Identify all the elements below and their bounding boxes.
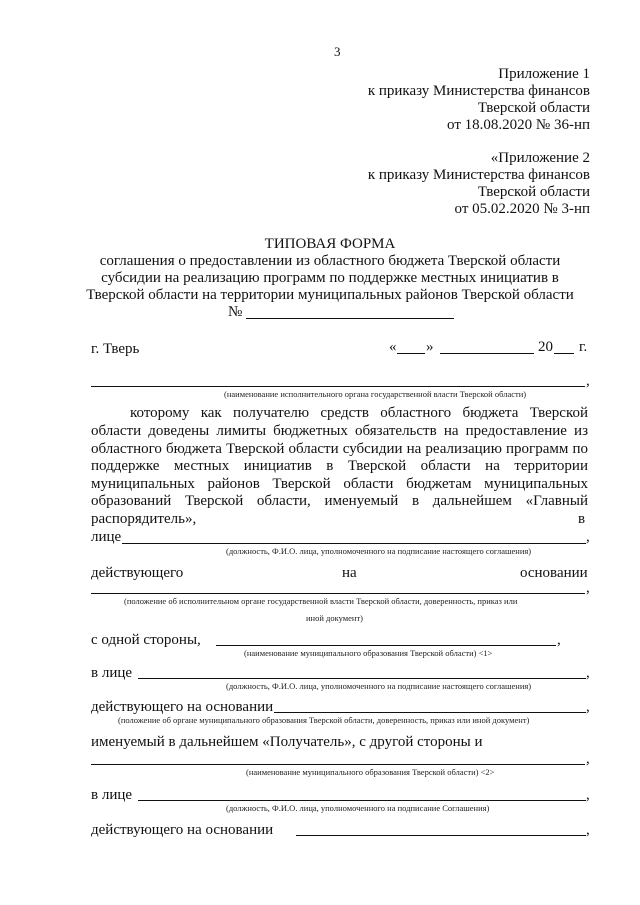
appendix2-line1: «Приложение 2 [490, 150, 590, 166]
para-line-7a: распорядитель», [91, 511, 197, 527]
year-suffix: г. [579, 339, 588, 355]
para-line-1: которому как получателю средств областного бюджета Тверской [130, 405, 588, 421]
form-title [60, 236, 600, 304]
comma: , [586, 529, 590, 545]
agreement-number-field[interactable] [246, 318, 454, 319]
caption-official-3: (должность, Ф.И.О. лица, уполномоченного на подписание Соглашения) [226, 803, 490, 813]
date-close-quote: » [426, 339, 434, 355]
named-recipient-label: именуемый в дальнейшем «Получатель», с другой стороны и [91, 734, 483, 750]
page-number: 3 [334, 44, 341, 59]
caption-official-1: (должность, Ф.И.О. лица, уполномоченного на подписание настоящего соглашения) [226, 546, 532, 556]
para-line-3: областного бюджета Тверской области субсидии на реализацию программ по [91, 441, 588, 457]
caption-basis-1-line1: (положение об исполнительном органе государственной власти Тверской области, доверенность, приказ или [124, 596, 518, 606]
number-sign: № [228, 304, 243, 320]
in-person-label-1: лице [91, 529, 122, 545]
appendix2-line4: от 05.02.2020 № 3-нп [454, 201, 590, 217]
comma: , [586, 751, 590, 767]
title-line1: соглашения о предоставлении из областного бюджета Тверской области [99, 253, 561, 269]
in-person-label-2: в лице [91, 665, 133, 681]
comma: , [586, 580, 590, 596]
comma: , [586, 787, 590, 803]
para-line-5: муниципальных районов Тверской области бюджетам муниципальных [91, 476, 588, 492]
appendix1-line2: к приказу Министерства финансов [367, 83, 590, 99]
acting3-label: действующего на основании [91, 822, 274, 838]
caption-basis-1-line2: иной документ) [306, 613, 363, 623]
basis3-field[interactable] [296, 835, 586, 836]
year-field[interactable] [554, 353, 574, 354]
para-line-7b: в [578, 511, 586, 527]
para-line-2: области доведены лимиты бюджетных обязательств на предоставление из [91, 423, 588, 439]
caption-basis-2: (положение об органе муниципального образования Тверской области, доверенность, приказ или иной документ) [118, 715, 530, 725]
executive-body-field[interactable] [91, 386, 585, 387]
appendix1-line1: Приложение 1 [498, 66, 590, 82]
appendix2-line3: Тверской области [477, 184, 590, 200]
appendix2-block [290, 150, 590, 218]
appendix1-block [290, 66, 590, 134]
comma: , [586, 822, 590, 838]
caption-municipality-1: (наименование муниципального образования Тверской области) <1> [244, 648, 493, 658]
comma: , [586, 665, 590, 681]
acting1-word3: основании [520, 565, 588, 581]
acting1-word2: на [342, 565, 357, 581]
appendix1-line4: от 18.08.2020 № 36-нп [447, 117, 590, 133]
one-side-label: с одной стороны, [91, 632, 201, 648]
comma: , [557, 632, 561, 648]
basis1-field[interactable] [91, 593, 585, 594]
title-line3: Тверской области на территории муниципальных районов Тверской области [86, 287, 574, 303]
comma: , [586, 373, 590, 389]
title-line2: субсидии на реализацию программ по поддержке местных инициатив в [101, 270, 559, 286]
city: г. Тверь [91, 341, 140, 357]
municipality2-field[interactable] [91, 764, 585, 765]
caption-municipality-2: (наименование муниципального образования Тверской области) <2> [246, 767, 495, 777]
caption-official-2: (должность, Ф.И.О. лица, уполномоченного на подписание настоящего соглашения) [226, 681, 532, 691]
acting2-label: действующего на основании [91, 699, 274, 715]
para-line-4: поддержке местных инициатив в Тверской области на территории [91, 458, 588, 474]
para-line-6: образований Тверской области, именуемый в дальнейшем «Главный [91, 493, 588, 509]
official2-field[interactable] [138, 678, 586, 679]
year-prefix: 20 [538, 339, 553, 355]
comma: , [586, 699, 590, 715]
title-heading: ТИПОВАЯ ФОРМА [264, 236, 396, 252]
month-field[interactable] [440, 353, 534, 354]
municipality1-field[interactable] [216, 645, 556, 646]
day-field[interactable] [397, 353, 425, 354]
official1-field[interactable] [122, 543, 586, 544]
acting1-word1: действующего [91, 565, 184, 581]
caption-executive-body: (наименование исполнительного органа государственной власти Тверской области) [224, 389, 527, 399]
date-open-quote: « [389, 339, 397, 355]
in-person-label-3: в лице [91, 787, 133, 803]
appendix2-line2: к приказу Министерства финансов [367, 167, 590, 183]
official3-field[interactable] [138, 800, 586, 801]
basis2-field[interactable] [274, 712, 586, 713]
appendix1-line3: Тверской области [477, 100, 590, 116]
